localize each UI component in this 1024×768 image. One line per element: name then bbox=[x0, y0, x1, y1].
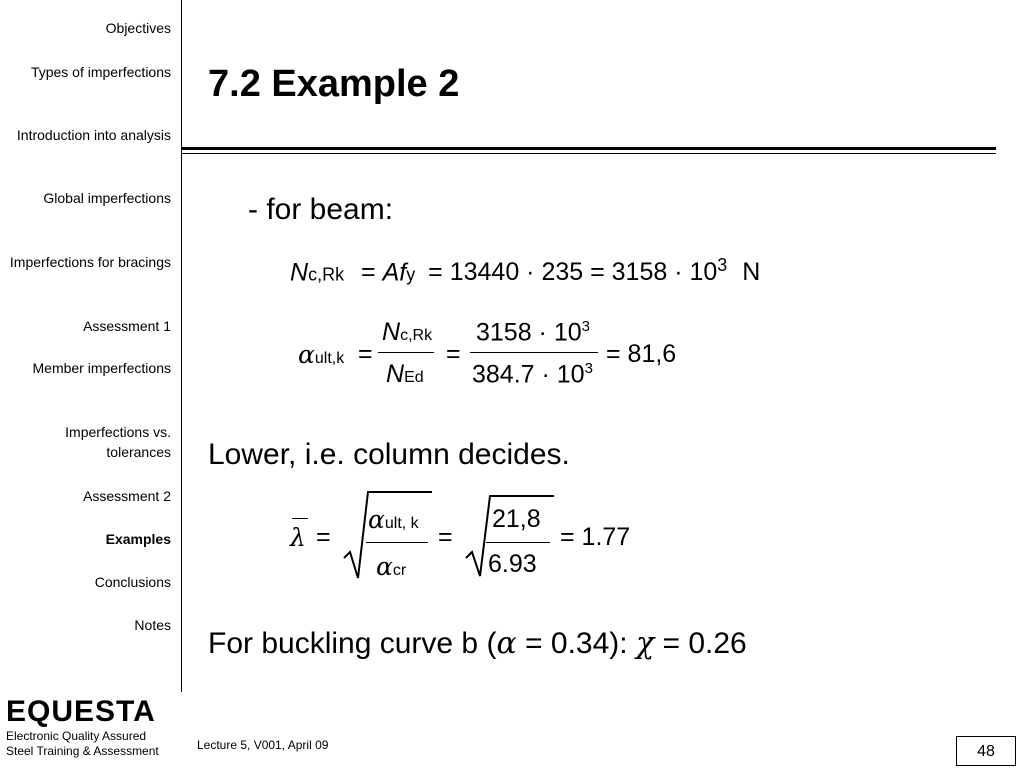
buckling-alpha: α bbox=[496, 626, 517, 661]
nav-item-member-imperfections[interactable]: Member imperfections bbox=[32, 360, 171, 376]
eq2-num-exp: 3 bbox=[581, 318, 590, 335]
eq2-numerator-symbol bbox=[382, 318, 432, 347]
title-rule-thick bbox=[182, 147, 996, 150]
eq2-equals-2: = bbox=[446, 340, 461, 368]
eq1-equals: = bbox=[361, 258, 376, 287]
buckling-prefix: For buckling curve b ( bbox=[208, 627, 497, 660]
eq1-unit: N bbox=[742, 258, 761, 287]
eq3-fraction-bar-2 bbox=[486, 542, 550, 543]
logo-tagline-2: Steel Training & Assessment bbox=[6, 744, 159, 758]
buckling-chi: χ bbox=[635, 626, 655, 661]
eq2-den-N: N bbox=[386, 360, 405, 388]
eq3-den-sub: cr bbox=[392, 562, 407, 579]
nav-item-introduction-into-analysis[interactable]: Introduction into analysis bbox=[16, 127, 171, 143]
slide-title: 7.2 Example 2 bbox=[208, 63, 460, 105]
sidebar-nav bbox=[0, 0, 182, 692]
eq3-result: = 1.77 bbox=[560, 523, 631, 551]
nav-item-imperfections-for-bracings[interactable]: Imperfections for bracings bbox=[9, 254, 171, 270]
footer-lecture-info: Lecture 5, V001, April 09 bbox=[197, 738, 329, 752]
eq2-den-exp: 3 bbox=[584, 360, 593, 377]
nav-item-assessment-2[interactable]: Assessment 2 bbox=[83, 488, 171, 504]
eq1-A: A bbox=[382, 258, 400, 287]
eq3-fraction-bar-1 bbox=[366, 542, 428, 543]
eq1-exponent: 3 bbox=[717, 255, 728, 275]
eq3-equals-1: = bbox=[316, 523, 331, 551]
nav-item-conclusions[interactable]: Conclusions bbox=[94, 574, 171, 590]
eq1-N: N bbox=[290, 258, 309, 287]
page-number: 48 bbox=[956, 736, 1016, 766]
eq2-equals-1: = bbox=[358, 340, 373, 368]
eq3-den-alpha: α bbox=[376, 552, 393, 581]
buckling-suffix: = 0.26 bbox=[654, 627, 747, 660]
eq2-denominator-value bbox=[472, 360, 593, 389]
nav-item-imperfections-vs-tolerances[interactable]: Imperfections vs. tolerances bbox=[65, 424, 171, 460]
logo-wordmark: EQUESTA bbox=[6, 695, 156, 728]
eq2-fraction-bar-1 bbox=[378, 352, 434, 353]
buckling-text bbox=[208, 626, 747, 662]
eq1-expression: = 13440 · 235 = 3158 · 10 bbox=[428, 258, 718, 287]
eq3-numerator-value: 21,8 bbox=[492, 505, 541, 533]
eq2-alpha-sub: ult,k bbox=[314, 350, 345, 367]
nav-item-examples[interactable]: Examples bbox=[105, 531, 171, 547]
eq1-f-sub: y bbox=[406, 264, 416, 285]
eq2-den-sub: Ed bbox=[404, 369, 424, 386]
eq2-result: = 81,6 bbox=[606, 340, 677, 368]
eq3-num-alpha: α bbox=[368, 505, 385, 534]
eq3-denominator-symbol bbox=[376, 552, 406, 582]
nav-item-global-imperfections[interactable]: Global imperfections bbox=[43, 190, 171, 206]
eq1-f: f bbox=[399, 258, 407, 287]
equation-resistance bbox=[290, 255, 760, 287]
logo-tagline-1: Electronic Quality Assured bbox=[6, 729, 147, 743]
eq3-denominator-value: 6.93 bbox=[488, 550, 537, 578]
eq3-numerator-symbol bbox=[368, 505, 419, 535]
eq2-num-N: N bbox=[382, 318, 401, 346]
eq3-lambda: λ bbox=[290, 523, 306, 552]
eq3-num-sub: ult, k bbox=[384, 515, 419, 532]
nav-item-objectives[interactable]: Objectives bbox=[105, 20, 171, 36]
eq3-lambda-bar bbox=[292, 518, 308, 519]
eq2-num-val: 3158 · 10 bbox=[476, 318, 582, 347]
decision-text: Lower, i.e. column decides. bbox=[208, 438, 570, 471]
equesta-logo bbox=[6, 695, 178, 765]
eq2-fraction-bar-2 bbox=[470, 352, 598, 353]
eq2-denominator-symbol bbox=[386, 360, 424, 389]
eq2-alpha: α bbox=[298, 340, 315, 369]
beam-intro-text: - for beam: bbox=[248, 193, 394, 226]
eq2-numerator-value bbox=[476, 318, 590, 347]
eq1-N-sub: c,Rk bbox=[308, 264, 345, 285]
eq3-equals-2: = bbox=[438, 523, 453, 551]
eq2-num-sub: c,Rk bbox=[400, 327, 433, 344]
buckling-mid: = 0.34): bbox=[516, 627, 636, 660]
title-rule-thin bbox=[182, 153, 996, 154]
nav-item-notes[interactable]: Notes bbox=[134, 617, 171, 633]
eq2-den-val: 384.7 · 10 bbox=[472, 360, 585, 389]
nav-item-assessment-1[interactable]: Assessment 1 bbox=[83, 318, 171, 334]
nav-item-types-of-imperfections[interactable]: Types of imperfections bbox=[30, 64, 171, 80]
